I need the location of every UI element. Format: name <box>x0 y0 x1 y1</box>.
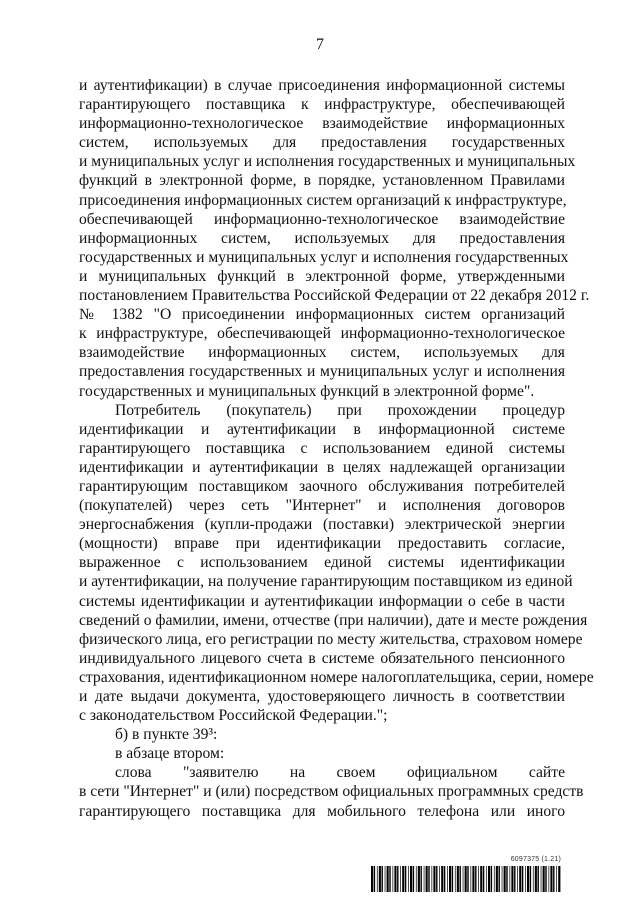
barcode-label: 6097375 (1.21) <box>510 856 561 863</box>
text-line: гарантирующего поставщика с использованием единой системы <box>79 439 565 457</box>
text-line: гарантирующим поставщиком заочного обслуживания потребителей <box>79 477 565 495</box>
text-line: системы идентификации и аутентификации информации о себе в части <box>79 592 565 610</box>
text-line: идентификации и аутентификации в информационной системе <box>79 420 565 438</box>
text-line: информационных систем, используемых для предоставления <box>79 229 565 247</box>
text-line: систем, используемых для предоставления государственных <box>79 134 565 152</box>
text-line: выраженное с использованием единой системы идентификации <box>79 554 565 572</box>
barcode-block <box>371 856 561 892</box>
text-line: с законодательством Российской Федерации."; <box>79 707 388 725</box>
text-line: идентификации и аутентификации в целях надлежащей организации <box>79 458 565 476</box>
text-line: предоставления государственных и муниципальных услуг и исполнения <box>79 363 565 381</box>
text-line: обеспечивающей информационно-технологическое взаимодействие <box>79 210 565 228</box>
text-line: слова "заявителю на своем официальном сайте <box>115 764 565 782</box>
barcode-image <box>371 866 561 892</box>
text-line: физического лица, его регистрации по месту жительства, страховом номере <box>79 630 583 648</box>
text-line: к инфраструктуре, обеспечивающей информационно-технологическое <box>79 325 565 343</box>
text-line: в абзаце втором: <box>115 745 225 763</box>
text-line: информационно-технологическое взаимодействие информационных <box>79 115 565 133</box>
text-line: в сети "Интернет" и (или) посредством официальных программных средств <box>79 783 584 801</box>
text-line: функций в электронной форме, в порядке, установленном Правилами <box>79 172 565 190</box>
document-body <box>79 76 594 821</box>
text-line: гарантирующего поставщика к инфраструктуре, обеспечивающей <box>79 96 565 114</box>
text-line: и муниципальных услуг и исполнения государственных и муниципальных <box>79 153 576 171</box>
page-number: 7 <box>316 36 324 53</box>
text-line: гарантирующего поставщика для мобильного телефона или иного <box>79 802 565 820</box>
text-line: страхования, идентификационном номере налогоплательщика, серии, номере <box>79 668 594 686</box>
text-line: государственных и муниципальных функций в электронной форме". <box>79 382 535 400</box>
text-line: (покупателей) через сеть "Интернет" и исполнения договоров <box>79 497 565 515</box>
text-line: (мощности) вправе при идентификации предоставить согласие, <box>79 535 565 553</box>
text-line: и аутентификации) в случае присоединения информационной системы <box>79 77 565 94</box>
text-line: присоединения информационных систем организаций к инфраструктуре, <box>79 191 567 209</box>
text-line: Потребитель (покупатель) при прохождении процедур <box>115 401 565 419</box>
text-line: государственных и муниципальных услуг и исполнения государственных <box>79 248 569 266</box>
text-line: взаимодействие информационных систем, используемых для <box>79 344 565 362</box>
text-line: индивидуального лицевого счета в системе обязательного пенсионного <box>79 649 565 667</box>
text-line: постановлением Правительства Российской Федерации от 22 декабря 2012 г. <box>79 287 590 305</box>
text-line: и муниципальных функций в электронной форме, утвержденными <box>79 267 565 285</box>
text-line: б) в пункте 39³: <box>115 726 218 744</box>
text-line: и дате выдачи документа, удостоверяющего личность в соответствии <box>79 688 565 705</box>
text-line: и аутентификации, на получение гарантирующим поставщиком из единой <box>79 573 573 591</box>
text-line: № 1382 "О присоединении информационных систем организаций <box>79 306 565 324</box>
text-line: энергоснабжения (купли-продажи (поставки) электрической энергии <box>79 516 565 534</box>
text-line: сведений о фамилии, имени, отчестве (при наличии), дате и месте рождения <box>79 611 588 629</box>
